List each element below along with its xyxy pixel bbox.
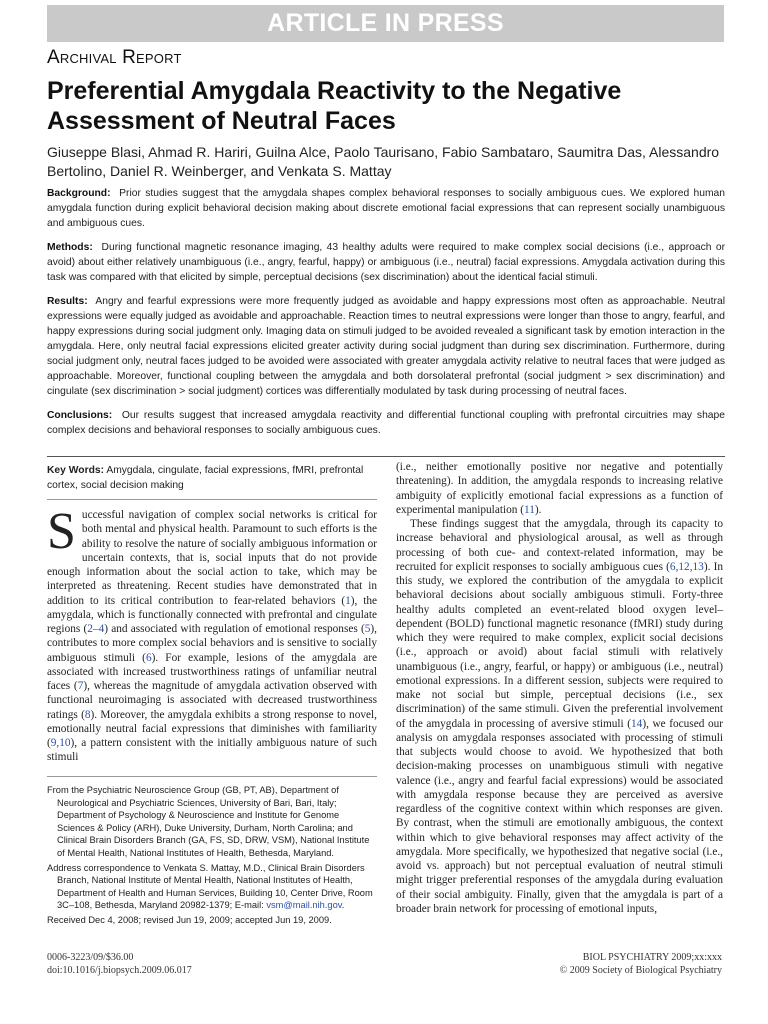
citation-link[interactable]: 8 [84,708,91,721]
text-run: These findings suggest that the amygdala, through its capacity to increase behavioral and physiological arousal, as well as through processing of both cue- and context-related information, may be recruited for explicit responses to socially ambiguous cues ( [396,518,723,573]
background-text: Prior studies suggest that the amygdala shapes complex behavioral responses to socially ambiguous cues. We explored human amygdala function during explicit behavioral decision making about discrete emotional facial expressions that can represent socially unambiguous and ambiguous cues. [47,188,725,229]
body-column-right [396,460,723,916]
text-run: (i.e., neither emotionally positive nor negative and potentially threatening). In addition, the amygdala responds to increasing relative ambiguity of explicitly emotional facial expressions as a function of experimental manipulation ( [396,461,723,516]
paragraph-study-aims [396,517,723,916]
abstract-methods [47,240,725,285]
text-run: uccessful navigation of complex social networks is critical for both mental and physical health. Paramount to such efforts is the ability to resolve the nature of socially ambiguous information or uncertain contexts, that is, social inputs that do not provide enough information about the social action to take, which may be interpreted as threatening. Recent studies have demonstrated that in addition to its critical contribution to fear-related behaviors ( [47,509,377,607]
keywords-divider [47,499,377,500]
citation-link[interactable]: 6,12,13 [669,560,704,573]
affiliation-correspondence [47,862,377,912]
paragraph-continuation [396,460,723,517]
text-run: ) and associated with regulation of emotional responses ( [104,623,365,635]
section-label: Archival Report [47,47,182,68]
text-run: ), we focused our analysis on amygdala responses associated with processing of stimuli that subjects would choose to avoid. We hypothesized that both decision-making processes on unambiguous stimuli with negative valence (i.e., angry and fearful facial expressions) would be associated with amygdala response because they are perceived as aversive regardless of the cognitive context within which responses are given. By contrast, when the stimuli are emotionally ambiguous, the context within which to give behavioral responses may affect activity of the amygdala. More specifically, we hypothesized that negative social (i.e., avoid vs. approach) but not perceptual evaluation of neutral stimuli might trigger preferential responses of the amygdala during evaluation of their social ambiguity. Finally, given that the amygdala is part of a broader brain network for processing of emotional inputs, [396,717,723,915]
text-run: ). Moreover, the amygdala exhibits a strong response to novel, emotionally neutral facial expressions that diminishes with familiarity ( [47,708,377,749]
doi[interactable]: doi:10.1016/j.biopsych.2009.06.017 [47,965,192,976]
text-run: ). [534,503,542,516]
affiliation-divider [47,776,377,777]
article-in-press-banner: ARTICLE IN PRESS [47,5,724,42]
drop-cap: S [47,503,76,560]
results-label: Results: [47,296,88,307]
keywords-label: Key Words: [47,465,105,476]
results-text: Angry and fearful expressions were more frequently judged as avoidable and happy expressions most often as approachable. Neutral expressions were equally judged as avoidable and approachable. Reaction times to neutral expressions were longer than those to angry, fearful, and happy expressions during social judgment only. Imaging data on stimuli judged to be avoided revealed a significant task by emotion interaction in the amygdala. Here, only neutral facial expressions elicited greater activity during social judgment than during sex discrimination. Furthermore, during social judgment only, neutral faces judged to be avoided were associated with greater amygdala activity relative to neutral faces that were judged as approachable. Moreover, functional coupling between the amygdala and both dorsolateral prefrontal (social judgment > sex discrimination) and cingulate (sex discrimination > social judgment) cortices was differentially modulated by task during processing of neutral faces. [47,296,725,397]
methods-text: During functional magnetic resonance imaging, 43 healthy adults were required to make complex social decisions (i.e., approach or avoid) about either relatively unambiguous (i.e., angry, fearful, happy) or ambiguous (i.e., neutral) facial expressions. Amygdala activation during this task was compared with that elicited by simple, perceptual decisions (sex discrimination) about the identical facial stimuli. [47,242,725,283]
citation-link[interactable]: 7 [77,680,84,692]
abstract-divider [47,456,725,457]
text-run: ). For example, lesions of the amygdala are associated with increased trustworthiness ratings of unfamiliar neutral faces ( [47,651,377,692]
email-link[interactable]: vsm@mail.nih.gov [266,900,342,911]
keywords [47,463,377,493]
journal-citation: BIOL PSYCHIATRY 2009;xx:xxx [582,952,722,963]
keywords-text: Amygdala, cingulate, facial expressions, fMRI, prefrontal cortex, social decision making [47,465,364,491]
abstract-background [47,186,725,231]
footer-left [47,951,192,977]
abstract [47,186,725,447]
affiliations [47,784,377,929]
citation-link[interactable]: 14 [631,717,643,730]
author-list: Giuseppe Blasi, Ahmad R. Hariri, Guilna Alce, Paolo Taurisano, Fabio Sambataro, Saumitra Das, Alessandro Bertolino, Daniel R. Weinberger, and Venkata S. Mattay [47,144,720,179]
article-title: Preferential Amygdala Reactivity to the Negative Assessment of Neutral Faces [47,77,622,135]
text-run: ), whereas the magnitude of amygdala activation observed with functional neuroimaging is associated with decreased trustworthiness ratings ( [47,680,378,721]
conclusions-text: Our results suggest that increased amygdala reactivity and differential functional coupling with prefrontal circuitries may shape complex decisions and behavioral responses to socially ambiguous cues. [47,410,725,436]
intro-paragraph [47,503,378,765]
citation-link[interactable]: 1 [345,594,351,607]
text-run: . [341,900,345,911]
conclusions-label: Conclusions: [47,410,113,421]
body-column-left [47,503,378,765]
citation-link[interactable]: 9,10 [50,737,71,749]
abstract-results [47,294,725,399]
citation-link[interactable]: 2–4 [87,623,105,635]
footer-right [560,951,722,977]
text-run: ), a pattern consistent with the initially ambiguous nature of such stimuli [47,737,377,764]
text-run: ). In this study, we explored the contribution of the amygdala to explicit behavioral decisions about socially ambiguous stimuli. Forty-three healthy adults completed an event-related blood oxygen level–dependent (BOLD) functional magnetic resonance (fMRI) study during which they were required to make complex, explicit social decisions (i.e., approach or avoid) about facial stimuli with relatively unambiguous (i.e., angry, fearful, or happy) or ambiguous (i.e., neutral) emotional expressions. In a different session, subjects were required to make not social but simple, perceptual decisions (i.e., sex discrimination) of the same stimuli. Given the preferential involvement of the amygdala in processing of aversive stimuli ( [396,560,723,730]
affiliation-from: From the Psychiatric Neuroscience Group (GB, PT, AB), Department of Neurological and Psychiatric Sciences, University of Bari, Bari, Italy; Department of Psychology & Neuroscience and Institute for Genome Sciences & Policy (ARH), Duke University, Durham, North Carolina; and Clinical Brain Disorders Branch (GA, FS, SD, DRW, VSM), National Institute of Mental Health, National Institutes of Health, Bethesda, Maryland. [47,785,370,858]
abstract-conclusions [47,408,725,438]
copyright: © 2009 Society of Biological Psychiatry [559,965,722,976]
text-run: ), contributes to more complex social behaviors and is sensitive to socially ambiguous stimuli ( [47,623,378,664]
citation-link[interactable]: 5 [364,623,371,635]
background-label: Background: [47,188,111,199]
issn: 0006-3223/09/$36.00 [47,952,134,963]
methods-label: Methods: [47,242,93,253]
received-dates: Received Dec 4, 2008; revised Jun 19, 2009; accepted Jun 19, 2009. [47,914,332,925]
citation-link[interactable]: 6 [145,651,152,664]
correspondence-text: Address correspondence to Venkata S. Mattay, M.D., Clinical Brain Disorders Branch, National Institute of Mental Health, National Institutes of Health, Department of Health and Human Services, Building 10, Center Drive, Room 3C–108, Bethesda, Maryland 20982-1379; E-mail: [47,862,373,911]
citation-link[interactable]: 11 [524,503,535,516]
text-run: ), the amygdala, which is functionally connected with prefrontal and cingulate regions ( [47,594,377,635]
